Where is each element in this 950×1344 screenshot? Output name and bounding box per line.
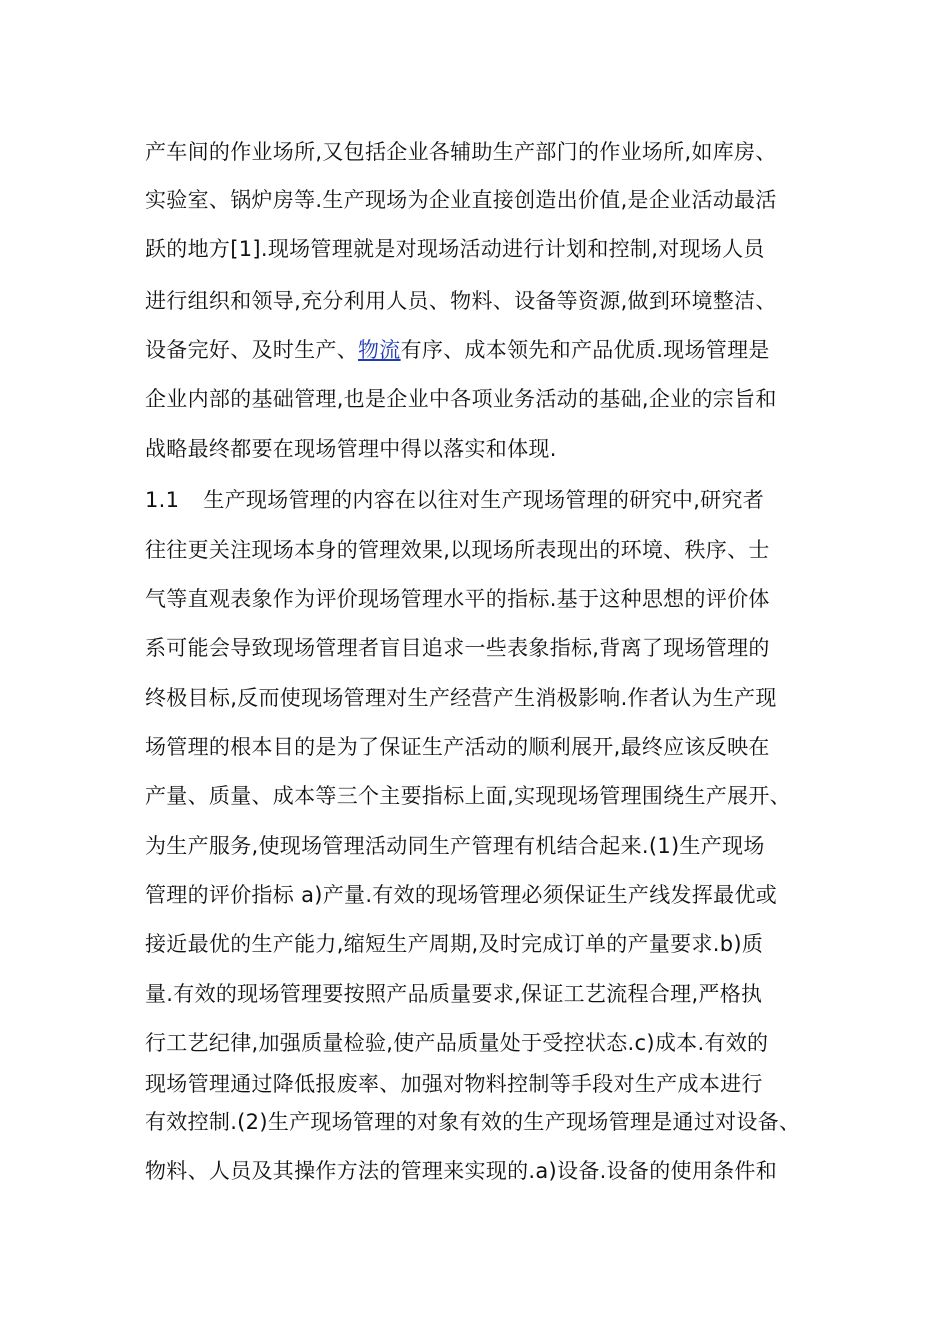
text-line: 跃的地方[1].现场管理就是对现场活动进行计划和控制,对现场人员 <box>145 237 765 261</box>
text-line: 进行组织和领导,充分利用人员、物料、设备等资源,做到环境整洁、 <box>145 289 777 313</box>
text-line: 产量、质量、成本等三个主要指标上面,实现现场管理围绕生产展开、 <box>145 784 791 808</box>
text-line: 气等直观表象作为评价现场管理水平的指标.基于这种思想的评价体 <box>145 587 770 611</box>
text-line: 产车间的作业场所,又包括企业各辅助生产部门的作业场所,如库房、 <box>145 140 777 164</box>
text-line: 物料、人员及其操作方法的管理来实现的.a)设备.设备的使用条件和 <box>145 1159 778 1183</box>
text-line: 为生产服务,使现场管理活动同生产管理有机结合起来.(1)生产现场 <box>145 834 765 858</box>
text-line: 系可能会导致现场管理者盲目追求一些表象指标,背离了现场管理的 <box>145 636 770 660</box>
text-line: 战略最终都要在现场管理中得以落实和体现. <box>145 437 557 461</box>
text-line: 终极目标,反而使现场管理对生产经营产生消极影响.作者认为生产现 <box>145 686 777 710</box>
text-line: 往往更关注现场本身的管理效果,以现场所表现出的环境、秩序、士 <box>145 538 770 562</box>
section-number: 1.1 <box>145 488 180 512</box>
text-line: 实验室、锅炉房等.生产现场为企业直接创造出价值,是企业活动最活 <box>145 188 777 212</box>
section-heading-line <box>145 486 835 514</box>
text-line: 场管理的根本目的是为了保证生产活动的顺利展开,最终应该反映在 <box>145 735 770 759</box>
wuliu-link[interactable]: 物流 <box>358 338 401 362</box>
section-text: 生产现场管理的内容在以往对生产现场管理的研究中,研究者 <box>203 488 765 512</box>
text-line: 量.有效的现场管理要按照产品质量要求,保证工艺流程合理,严格执 <box>145 982 763 1006</box>
text-segment: 有序、成本领先和产品优质.现场管理是 <box>400 338 770 362</box>
text-line: 管理的评价指标 a)产量.有效的现场管理必须保证生产线发挥最优或 <box>145 883 778 907</box>
text-line: 现场管理通过降低报废率、加强对物料控制等手段对生产成本进行 <box>145 1072 763 1096</box>
text-line: 接近最优的生产能力,缩短生产周期,及时完成订单的产量要求.b)质 <box>145 932 764 956</box>
text-line: 有效控制.(2)生产现场管理的对象有效的生产现场管理是通过对设备、 <box>145 1110 801 1134</box>
text-line-with-link <box>145 336 835 364</box>
text-segment: 设备完好、及时生产、 <box>145 338 358 362</box>
text-line: 企业内部的基础管理,也是企业中各项业务活动的基础,企业的宗旨和 <box>145 387 777 411</box>
text-line: 行工艺纪律,加强质量检验,使产品质量处于受控状态.c)成本.有效的 <box>145 1031 769 1055</box>
